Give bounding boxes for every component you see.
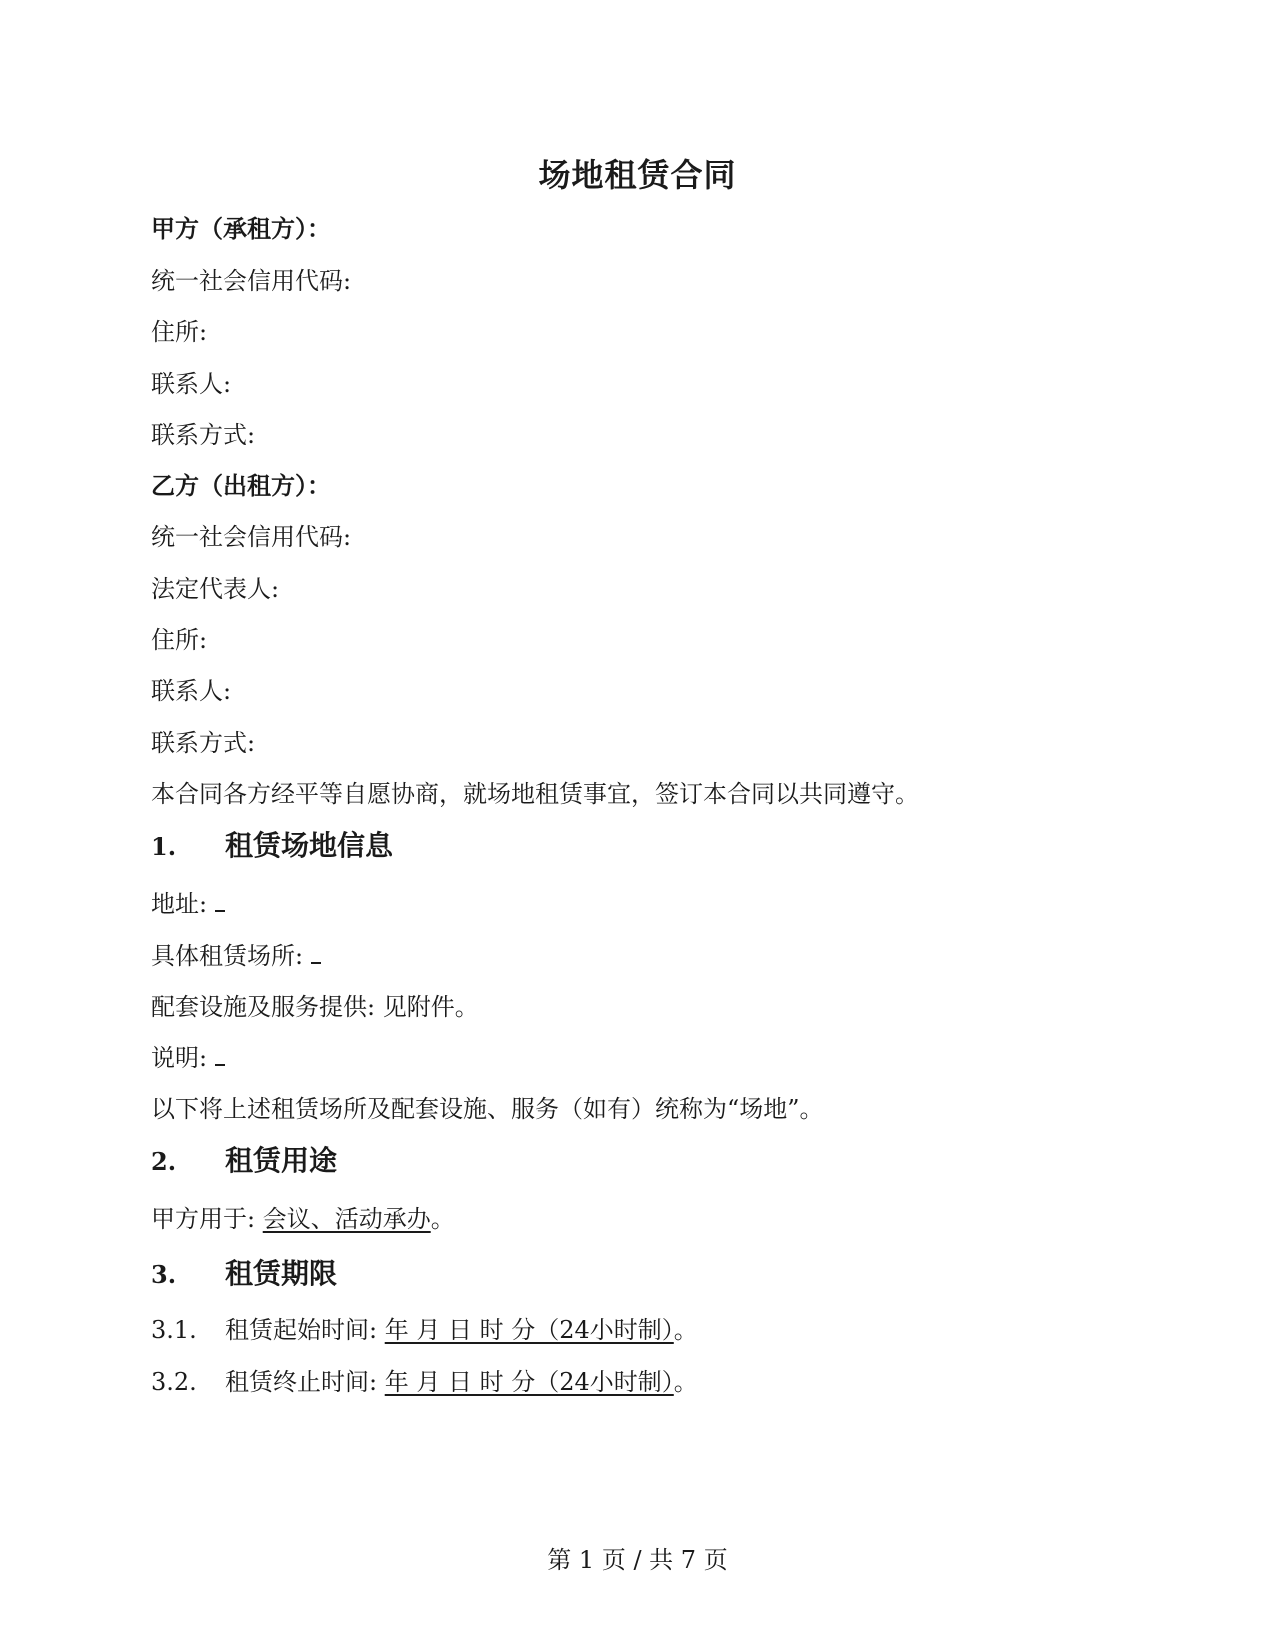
party-a-heading: 甲方（承租方）： — [151, 214, 331, 243]
facilities-line: 配套设施及服务提供: 见附件。 — [151, 993, 479, 1021]
section-3-number: 3. — [151, 1260, 177, 1289]
lease-end-label: 租赁终止时间: — [225, 1368, 385, 1396]
usage-line — [151, 1203, 455, 1235]
note-label: 说明: — [151, 1044, 208, 1072]
lease-start-end: 。 — [673, 1316, 698, 1344]
section-3-heading — [151, 1256, 337, 1293]
site-blank — [311, 940, 321, 964]
lease-start-value: 年 月 日 时 分（24小时制） — [384, 1316, 674, 1344]
intro-paragraph: 本合同各方经平等自愿协商，就场地租赁事宜，签订本合同以共同遵守。 — [151, 780, 919, 808]
lease-start-label: 租赁起始时间: — [225, 1316, 385, 1344]
lease-start-number: 3.1. — [151, 1316, 197, 1344]
page-number-footer: 第 1 页 / 共 7 页 — [547, 1546, 728, 1574]
address-label: 地址: — [151, 890, 208, 918]
section-2-number: 2. — [151, 1147, 177, 1176]
party-b-heading: 乙方（出租方）： — [151, 471, 331, 500]
lease-end-end: 。 — [673, 1368, 698, 1396]
party-a-phone: 联系方式: — [151, 421, 256, 449]
address-blank — [215, 888, 225, 912]
party-b-credit-code: 统一社会信用代码: — [151, 523, 352, 551]
document-title: 场地租赁合同 — [538, 156, 737, 194]
lease-end-line — [151, 1366, 698, 1398]
note-field — [151, 1042, 225, 1074]
section-1-title: 租赁场地信息 — [225, 829, 394, 862]
party-a-address: 住所: — [151, 318, 208, 346]
usage-end: 。 — [430, 1205, 455, 1233]
summary-line: 以下将上述租赁场所及配套设施、服务（如有）统称为“场地”。 — [151, 1095, 824, 1123]
lease-end-number: 3.2. — [151, 1368, 197, 1396]
party-a-contact: 联系人: — [151, 370, 232, 398]
address-field — [151, 888, 225, 920]
site-label: 具体租赁场所: — [151, 942, 304, 970]
lease-start-line — [151, 1314, 698, 1346]
note-blank — [215, 1042, 225, 1066]
section-2-title: 租赁用途 — [225, 1144, 338, 1177]
section-1-number: 1. — [151, 832, 177, 861]
usage-value: 会议、活动承办 — [262, 1205, 431, 1233]
party-b-address: 住所: — [151, 626, 208, 654]
section-1-heading — [151, 828, 393, 865]
party-a-credit-code: 统一社会信用代码: — [151, 267, 352, 295]
party-b-phone: 联系方式: — [151, 729, 256, 757]
section-2-heading — [151, 1143, 337, 1180]
party-b-contact: 联系人: — [151, 677, 232, 705]
usage-label: 甲方用于: — [151, 1205, 263, 1233]
site-field — [151, 940, 321, 972]
section-3-title: 租赁期限 — [225, 1257, 338, 1290]
lease-end-value: 年 月 日 时 分（24小时制） — [384, 1368, 674, 1396]
party-b-legal-rep: 法定代表人: — [151, 575, 280, 603]
